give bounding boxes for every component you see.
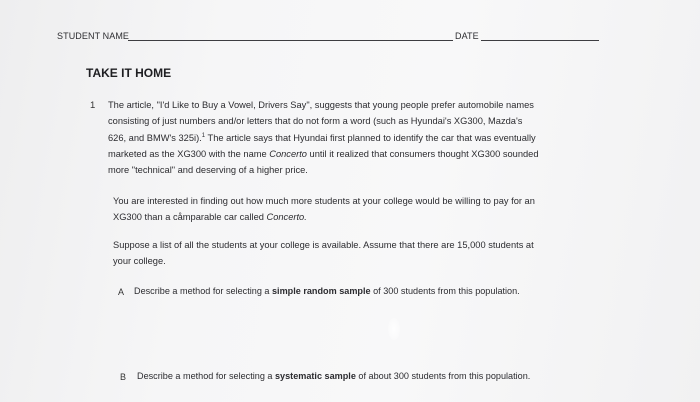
student-name-line xyxy=(128,40,453,41)
interest-line-2-mid: mparable car called xyxy=(182,212,267,223)
screen-glare xyxy=(388,318,400,340)
intro-line-3-start: 626, and BMW's 325i). xyxy=(108,132,202,143)
interest-paragraph xyxy=(113,193,535,226)
part-b-term: systematic sample xyxy=(275,371,356,381)
part-b-text xyxy=(137,371,530,381)
suppose-line-1: Suppose a list of all the students at your college is available. Assume that there are 15,000 students at xyxy=(113,240,534,250)
interest-line-2 xyxy=(113,209,535,225)
intro-line-1: The article, "I'd Like to Buy a Vowel, Drivers Say", suggests that young people prefer automobile names xyxy=(108,100,534,110)
interest-line-1: You are interested in finding out how much more students at your college would be willing to pay for an xyxy=(113,196,535,206)
text-cursor-glyph: å xyxy=(177,212,183,223)
part-a-label: A xyxy=(118,287,125,297)
suppose-paragraph xyxy=(113,237,534,270)
part-a-term: simple random sample xyxy=(272,286,371,296)
concerto-name: Concerto xyxy=(269,148,307,159)
question-intro-paragraph xyxy=(108,97,539,178)
part-a-text-start: Describe a method for selecting a xyxy=(134,286,272,296)
date-label: DATE xyxy=(455,31,479,41)
intro-line-3-end: The article says that Hyundai first planned to identify the car that was eventually xyxy=(205,132,536,143)
intro-line-4 xyxy=(108,146,539,162)
suppose-line-2: your college. xyxy=(113,256,166,267)
concerto-name-2: Concerto. xyxy=(266,212,307,223)
intro-line-5: more "technical" and deserving of a higher price. xyxy=(108,165,308,176)
section-title: TAKE IT HOME xyxy=(86,66,172,80)
part-a-text xyxy=(134,286,520,296)
part-b-text-end: of about 300 students from this population. xyxy=(355,371,531,381)
intro-line-4-end: until it realized that consumers thought XG300 sounded xyxy=(306,148,539,159)
interest-line-2-start: XG300 than a c xyxy=(113,212,178,223)
question-number: 1 xyxy=(90,100,96,111)
date-line xyxy=(481,40,599,41)
intro-line-2: consisting of just numbers and/or letters that do not form a word (such as Hyundai's XG300, Mazda's xyxy=(108,116,523,127)
part-b-text-start: Describe a method for selecting a xyxy=(137,371,275,381)
intro-line-3 xyxy=(108,130,539,146)
part-b-label: B xyxy=(120,372,127,382)
part-a-text-end: of 300 students from this population. xyxy=(370,286,520,296)
footnote-mark: 1 xyxy=(201,132,206,139)
intro-line-4-start: marketed as the XG300 with the name xyxy=(108,148,270,159)
student-name-label: STUDENT NAME xyxy=(57,31,130,41)
